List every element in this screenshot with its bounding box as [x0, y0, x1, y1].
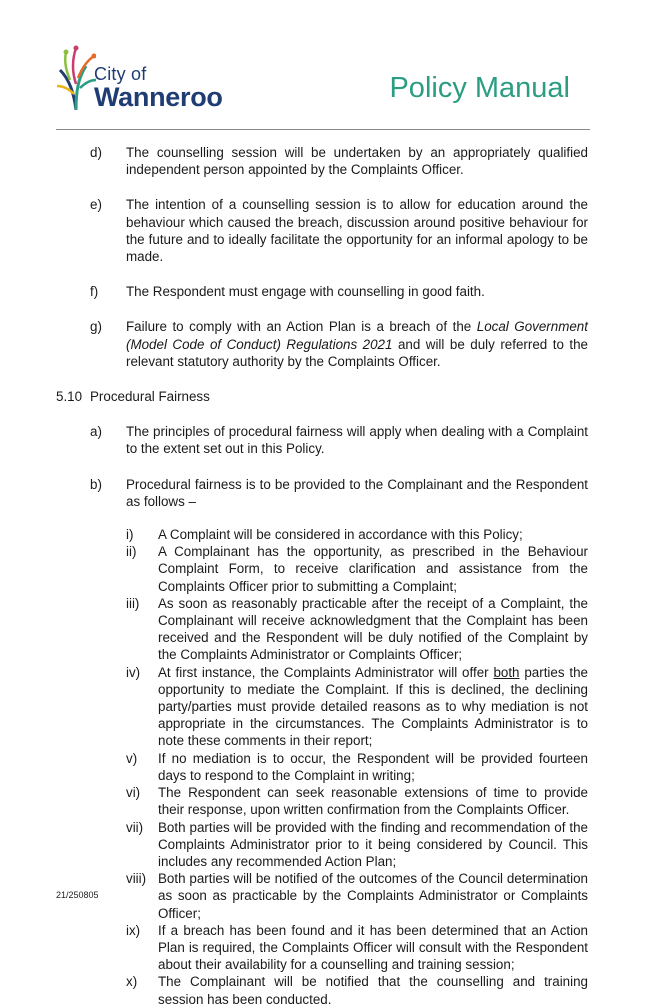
sub-item-text: Both parties will be provided with the finding and recommendation of the Complaints Administrator prior to it being considered by Council. This includes any recommended Action Plan;: [158, 819, 588, 869]
sub-item-text-part: At first instance, the Complaints Administrator will offer: [158, 664, 494, 680]
item-text-part: and will be duly referred to the relevant statutory authority by the Complaints Officer.: [126, 336, 589, 369]
sub-item-label: ii): [126, 544, 137, 560]
item-text: The intention of a counselling session is to allow for education around the behaviour which caused the breach, discussion around positive behaviour for the future and to ideally facilitate the opportunity for an informal apology to be made.: [126, 197, 588, 265]
sub-item-text: A Complaint will be considered in accordance with this Policy;: [158, 527, 523, 543]
page-title: Policy Manual: [389, 72, 570, 104]
sub-item-label: x): [126, 974, 138, 990]
sub-item-list: [0, 516, 654, 1008]
item-label: f): [90, 284, 99, 300]
sub-item-label: vii): [126, 819, 144, 835]
sub-item-i: [126, 526, 588, 543]
sub-item-label: iii): [126, 595, 140, 611]
item-text: [126, 318, 588, 370]
sub-item-text: A Complainant has the opportunity, as prescribed in the Behaviour Complaint Form, to receive clarification and assistance from the Complaints Officer prior to submitting a Complaint;: [158, 544, 588, 594]
sub-item-iii: [126, 595, 588, 664]
item-label: g): [90, 319, 102, 335]
section-title: Procedural Fairness: [90, 389, 210, 405]
page-header: [0, 0, 654, 130]
item-text-part: Failure to comply with an Action Plan is a breach of the: [126, 319, 477, 335]
list-item-b: [90, 476, 588, 510]
item-label: b): [90, 476, 102, 492]
document-number: 21/250805: [56, 890, 99, 900]
logo-name-text: Wanneroo: [94, 82, 223, 112]
plant-logo-icon: [56, 44, 96, 114]
item-text: The counselling session will be undertaken by an appropriately qualified independent person appointed by the Complaints Officer.: [126, 145, 588, 178]
sub-item-text: If a breach has been found and it has been determined that an Action Plan is required, the Complaints Officer will consult with the Respondent about their availability for a counselling and training session;: [158, 922, 588, 973]
list-item-a: [90, 423, 588, 457]
item-label: e): [90, 197, 102, 213]
sub-item-viii: [126, 870, 588, 922]
section-number: 5.10: [56, 389, 83, 405]
underlined-word: both: [493, 664, 520, 680]
sub-item-iv: [126, 664, 588, 750]
list-item-g: [90, 318, 588, 370]
sub-item-x: [126, 973, 588, 1007]
sub-item-text: If no mediation is to occur, the Respondent will be provided fourteen days to respond to the Complaint in writing;: [158, 750, 588, 783]
item-label: d): [90, 145, 102, 160]
regulation-title: Local Government (Model Code of Conduct) Regulations 2021: [126, 319, 588, 352]
sub-item-label: iv): [126, 664, 141, 680]
document-body: [0, 144, 654, 1008]
list-item-d: [90, 144, 588, 178]
item-text: The Respondent must engage with counselling in good faith.: [126, 284, 485, 300]
sub-item-text: The Respondent can seek reasonable extensions of time to provide their response, upon written confirmation from the Complaints Officer.: [158, 785, 588, 818]
sub-item-label: v): [126, 750, 138, 766]
sub-item-label: vi): [126, 785, 141, 801]
list-item-e: [90, 196, 588, 265]
sub-item-text-part: parties the opportunity to mediate the Complaint. If this is declined, the declining party/parties must provide detailed reasons as to why mediation is not appropriate in the circumstances. The Complaints Administrator is to note these comments in their report;: [158, 664, 588, 749]
sub-item-v: [126, 750, 588, 784]
sub-item-vii: [126, 819, 588, 871]
item-label: a): [90, 424, 102, 440]
sub-item-vi: [126, 784, 588, 818]
sub-item-text: The Complainant will be notified that the counselling and training session has been conducted.: [158, 974, 588, 1007]
city-of-wanneroo-logo: [56, 44, 256, 114]
list-item-f: [90, 283, 588, 300]
sub-item-ii: [126, 543, 588, 595]
header-divider: [56, 129, 590, 130]
logo-city-text: City of: [94, 64, 147, 84]
sub-item-text: [158, 664, 588, 750]
item-text: The principles of procedural fairness will apply when dealing with a Complaint to the extent set out in this Policy.: [126, 424, 588, 457]
section-heading: [56, 388, 654, 405]
sub-item-label: viii): [126, 871, 147, 887]
sub-item-text: Both parties will be notified of the outcomes of the Council determination as soon as practicable by the Complaints Administrator or Complaints Officer;: [158, 871, 588, 921]
item-text: Procedural fairness is to be provided to the Complainant and the Respondent as follows –: [126, 476, 588, 509]
sub-item-label: i): [126, 527, 134, 543]
sub-item-label: ix): [126, 922, 141, 938]
sub-item-text: As soon as reasonably practicable after the receipt of a Complaint, the Complainant will receive acknowledgment that the Complaint has been received and the Respondent will be duly notified of the Complaint by the Complaints Administrator or Complaints Officer;: [158, 595, 588, 663]
